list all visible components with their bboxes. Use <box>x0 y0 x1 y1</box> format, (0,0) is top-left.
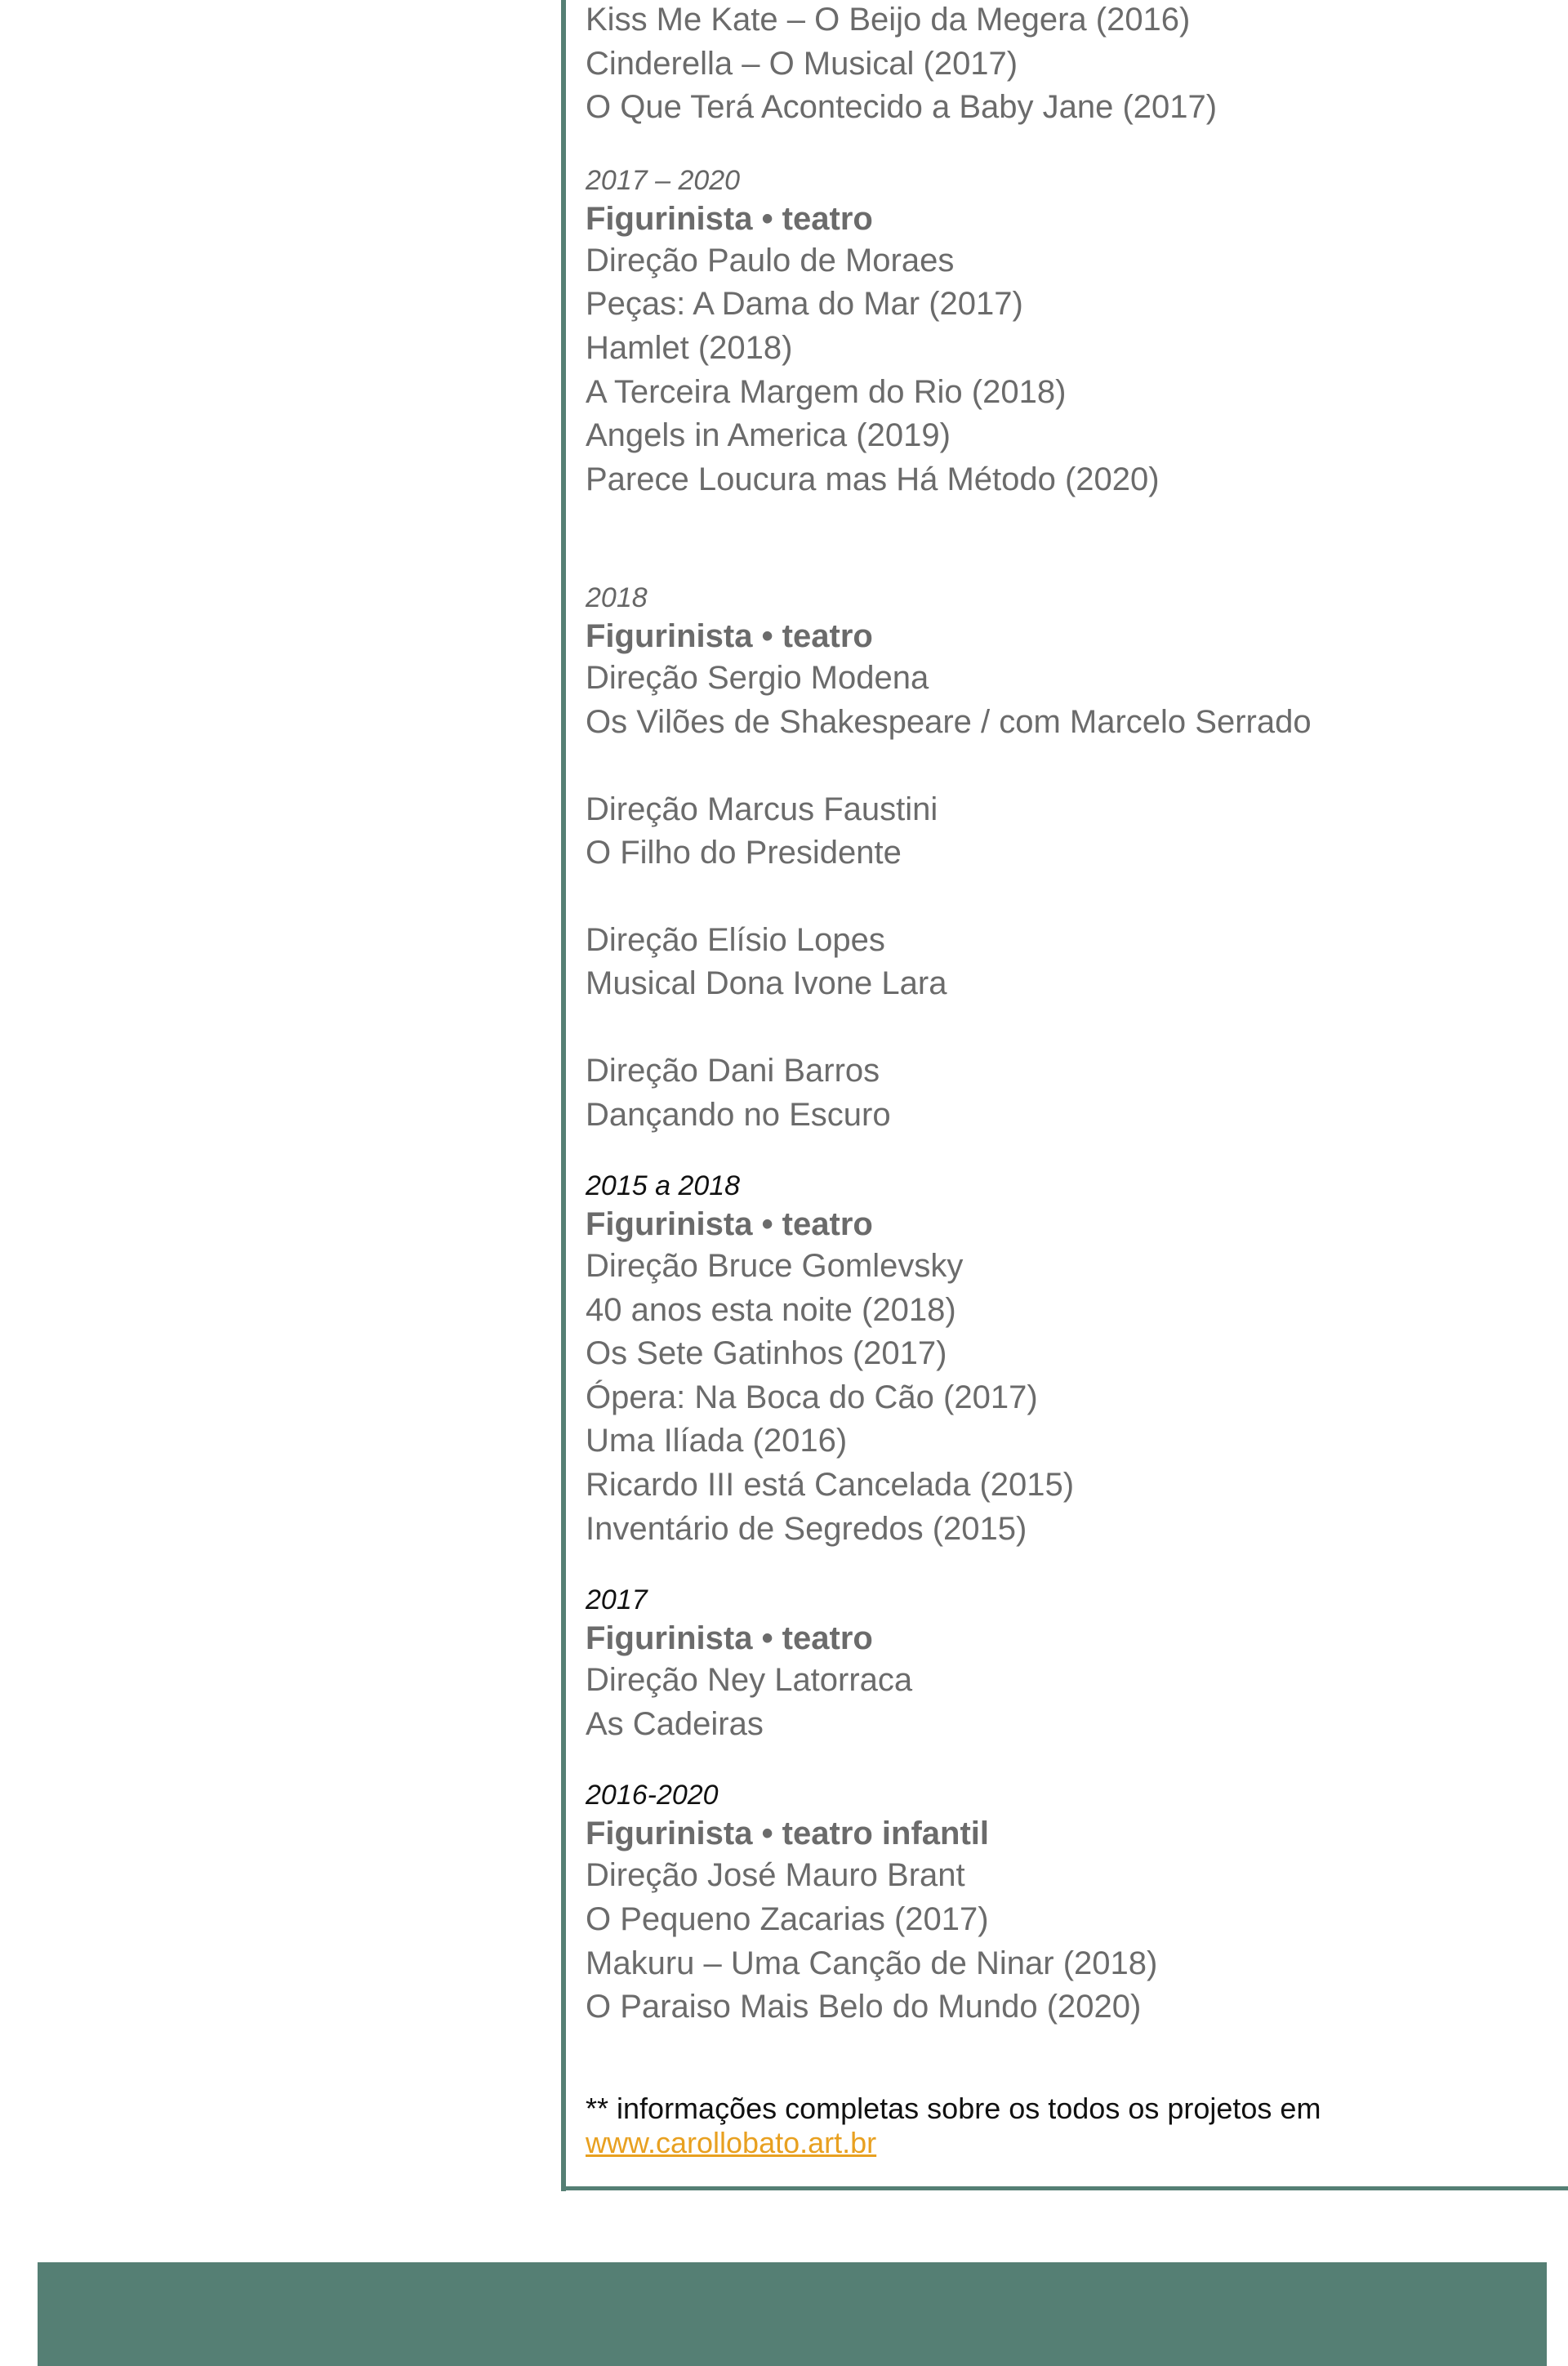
work-line: Inventário de Segredos (2015) <box>586 1510 1027 1547</box>
director-group <box>586 1049 1549 1137</box>
timeline-vertical-rule <box>561 0 566 2191</box>
work-line: O Que Terá Acontecido a Baby Jane (2017) <box>586 89 1218 126</box>
section-2018 <box>586 580 1549 1137</box>
period-label: 2015 a 2018 <box>586 1170 741 1202</box>
work-line: 40 anos esta noite (2018) <box>586 1291 956 1328</box>
director-group <box>586 657 1549 744</box>
work-line: Peças: A Dama do Mar (2017) <box>586 286 1023 323</box>
work-line: O Pequeno Zacarias (2017) <box>586 1901 989 1938</box>
work-line: Musical Dona Ivone Lara <box>586 965 947 1002</box>
role-heading: Figurinista • teatro <box>586 200 873 237</box>
role-heading: Figurinista • teatro <box>586 1206 873 1243</box>
work-line: Dançando no Escuro <box>586 1096 891 1133</box>
director-line: Direção Elísio Lopes <box>586 921 885 958</box>
work-line: Uma Ilíada (2016) <box>586 1423 848 1459</box>
work-line: Angels in America (2019) <box>586 417 951 454</box>
work-line: A Terceira Margem do Rio (2018) <box>586 373 1067 410</box>
work-line: Direção José Mauro Brant <box>586 1857 965 1894</box>
director-group <box>586 788 1549 876</box>
work-line: Cinderella – O Musical (2017) <box>586 45 1018 82</box>
section-jose-mauro-brant <box>586 1777 1549 2029</box>
director-group <box>586 919 1549 1006</box>
period-label: 2018 <box>586 582 648 614</box>
role-heading: Figurinista • teatro <box>586 618 873 655</box>
section-ney-latorraca <box>586 1582 1549 1746</box>
work-line: Os Vilões de Shakespeare / com Marcelo Serrado <box>586 703 1312 740</box>
work-line: Makuru – Uma Canção de Ninar (2018) <box>586 1945 1158 1981</box>
director-line: Direção Sergio Modena <box>586 660 929 697</box>
work-line: Os Sete Gatinhos (2017) <box>586 1335 947 1372</box>
footnote-text: ** informações completas sobre os todos os projetos em <box>586 2091 1321 2125</box>
work-line: Parece Loucura mas Há Método (2020) <box>586 461 1160 497</box>
footer-band <box>38 2262 1547 2366</box>
role-heading: Figurinista • teatro <box>586 1620 873 1657</box>
work-line: Ópera: Na Boca do Cão (2017) <box>586 1379 1038 1415</box>
intro-block <box>586 0 1549 130</box>
section-bruce-gomlevsky <box>586 1168 1549 1551</box>
work-line: O Filho do Presidente <box>586 835 902 871</box>
website-link[interactable]: www.carollobato.art.br <box>586 2125 877 2159</box>
footnote <box>586 2092 1549 2160</box>
director-line: Direção Dani Barros <box>586 1052 880 1089</box>
timeline-content <box>586 0 1549 2160</box>
work-line: O Paraiso Mais Belo do Mundo (2020) <box>586 1989 1142 2025</box>
period-label: 2017 <box>586 1584 648 1616</box>
work-line: As Cadeiras <box>586 1705 764 1742</box>
work-line: Kiss Me Kate – O Beijo da Megera (2016) <box>586 2 1191 38</box>
work-line: Ricardo III está Cancelada (2015) <box>586 1467 1075 1504</box>
work-line: Direção Paulo de Moraes <box>586 242 955 278</box>
section-paulo-de-moraes <box>586 163 1549 502</box>
timeline-bottom-rule <box>561 2186 1568 2190</box>
period-label: 2017 – 2020 <box>586 164 741 196</box>
period-label: 2016-2020 <box>586 1780 719 1811</box>
work-line: Direção Ney Latorraca <box>586 1662 913 1699</box>
work-line: Hamlet (2018) <box>586 329 793 366</box>
role-heading: Figurinista • teatro infantil <box>586 1816 990 1852</box>
work-line: Direção Bruce Gomlevsky <box>586 1248 964 1285</box>
director-line: Direção Marcus Faustini <box>586 791 938 827</box>
